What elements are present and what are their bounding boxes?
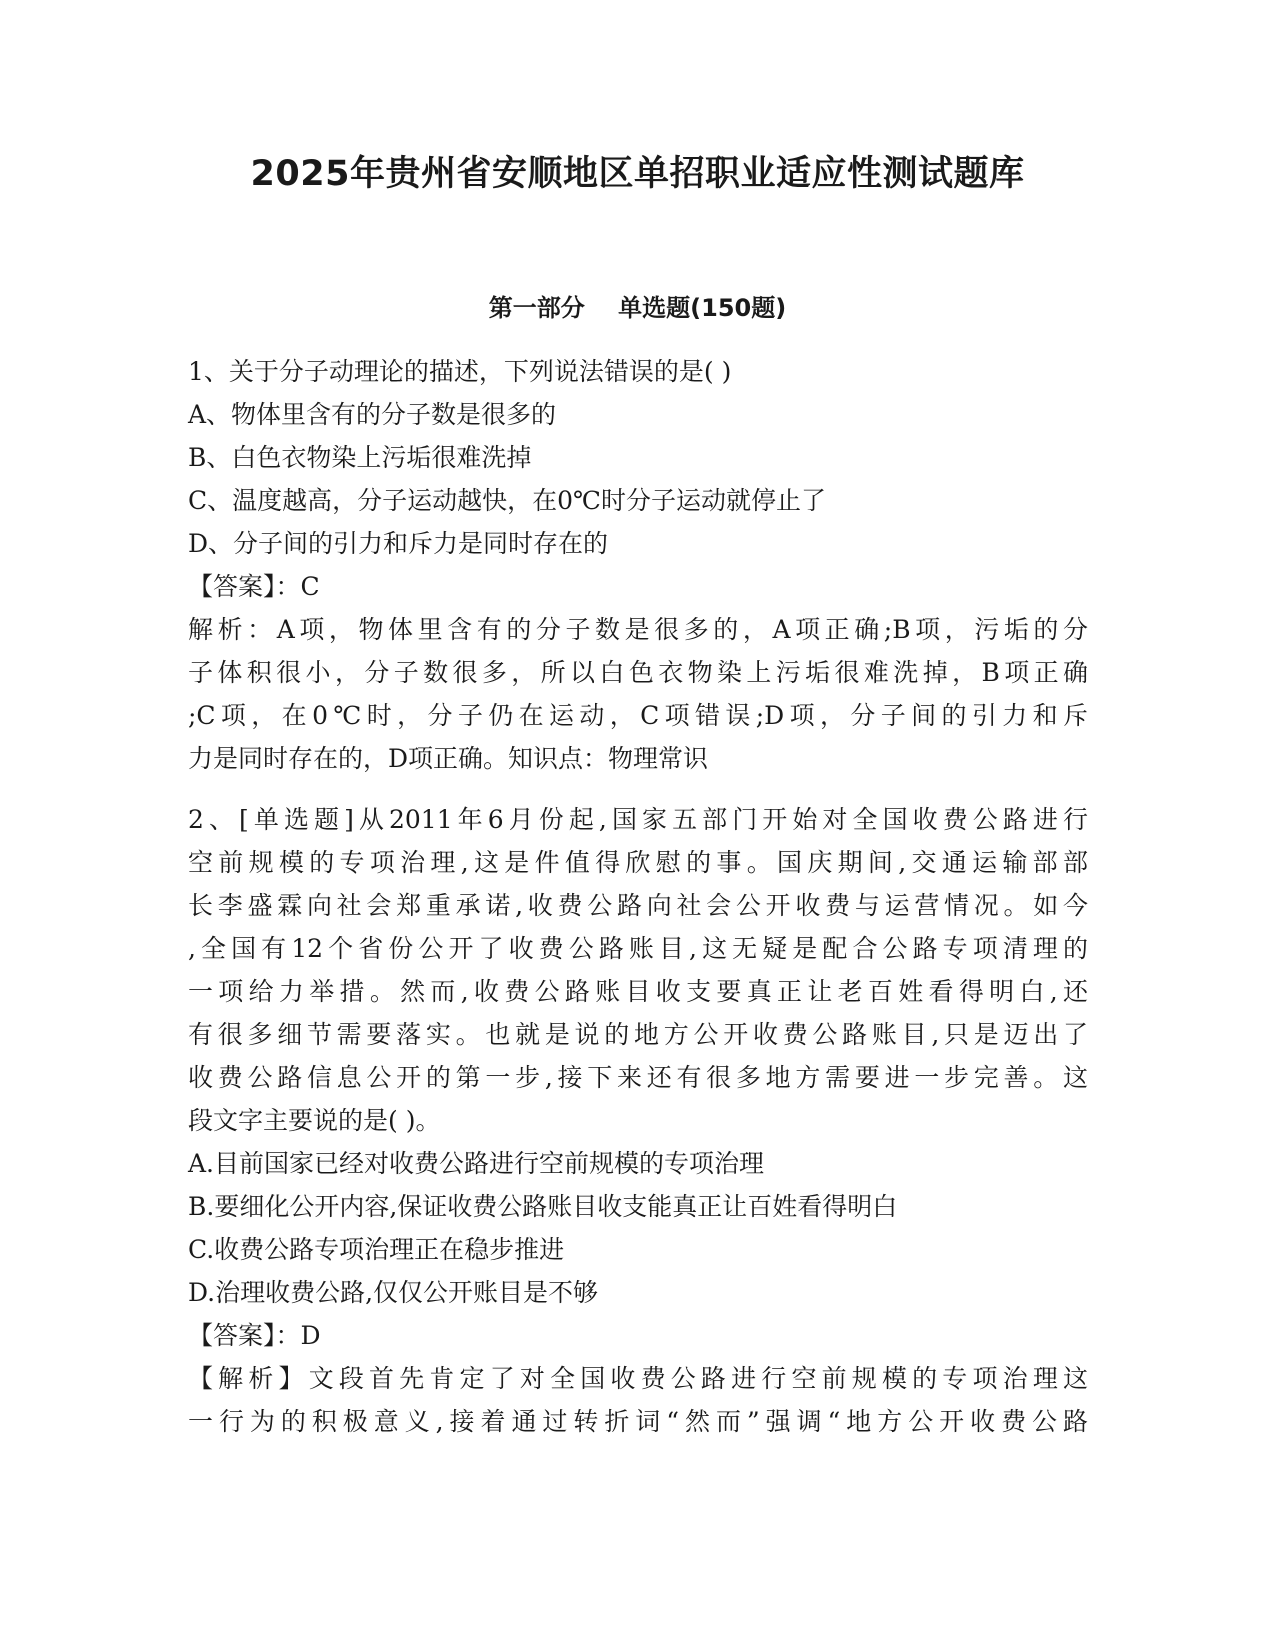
option-b: B、白色衣物染上污垢很难洗掉 (188, 443, 532, 472)
question-list (188, 350, 1088, 1443)
question-stem (188, 798, 1088, 1142)
answer: 【答案】：C (188, 572, 320, 601)
stem-line: 段文字主要说的是( )。 (188, 1106, 441, 1135)
section-title: 第一部分 单选题(150题) (488, 294, 787, 322)
stem-line: 收费公路信息公开的第一步,接下来还有很多地方需要进一步完善。这 (188, 1063, 1088, 1092)
stem-line: 一项给力举措。然而,收费公路账目收支要真正让老百姓看得明白,还 (188, 977, 1088, 1006)
option-b: B.要细化公开内容,保证收费公路账目收支能真正让百姓看得明白 (188, 1192, 898, 1221)
document-title: 2025年贵州省安顺地区单招职业适应性测试题库 (250, 154, 1025, 194)
option-d: D、分子间的引力和斥力是同时存在的 (188, 529, 609, 558)
explanation-line: 力是同时存在的，D项正确。知识点：物理常识 (188, 744, 709, 773)
explanation-line: 解析：A项，物体里含有的分子数是很多的，A项正确;B项，污垢的分 (188, 615, 1088, 644)
question-stem: 1、关于分子动理论的描述，下列说法错误的是( ) (188, 357, 732, 386)
option-d: D.治理收费公路,仅仅公开账目是不够 (188, 1278, 599, 1307)
explanation-line: 子体积很小，分子数很多，所以白色衣物染上污垢很难洗掉，B项正确 (188, 658, 1088, 687)
option-a: A.目前国家已经对收费公路进行空前规模的专项治理 (188, 1149, 765, 1178)
stem-line: ,全国有12个省份公开了收费公路账目,这无疑是配合公路专项清理的 (188, 934, 1088, 963)
question-spacer (188, 780, 1088, 798)
question-1 (188, 350, 1088, 780)
option-c: C、温度越高，分子运动越快，在0℃时分子运动就停止了 (188, 486, 827, 515)
stem-line: 空前规模的专项治理,这是件值得欣慰的事。国庆期间,交通运输部部 (188, 848, 1088, 877)
explanation-line: 【解析】文段首先肯定了对全国收费公路进行空前规模的专项治理这 (188, 1364, 1088, 1393)
option-a: A、物体里含有的分子数是很多的 (188, 400, 557, 429)
question-2 (188, 798, 1088, 1443)
explanation-line: ;C项，在0℃时，分子仍在运动，C项错误;D项，分子间的引力和斥 (188, 701, 1088, 730)
stem-line: 2、[单选题]从2011年6月份起,国家五部门开始对全国收费公路进行 (188, 805, 1088, 834)
answer: 【答案】：D (188, 1321, 321, 1350)
explanation (188, 1357, 1088, 1443)
stem-line: 长李盛霖向社会郑重承诺,收费公路向社会公开收费与运营情况。如今 (188, 891, 1088, 920)
explanation-line: 一行为的积极意义,接着通过转折词“然而”强调“地方公开收费公路 (188, 1407, 1088, 1436)
explanation (188, 608, 1088, 780)
stem-line: 有很多细节需要落实。也就是说的地方公开收费公路账目,只是迈出了 (188, 1020, 1088, 1049)
option-c: C.收费公路专项治理正在稳步推进 (188, 1235, 565, 1264)
